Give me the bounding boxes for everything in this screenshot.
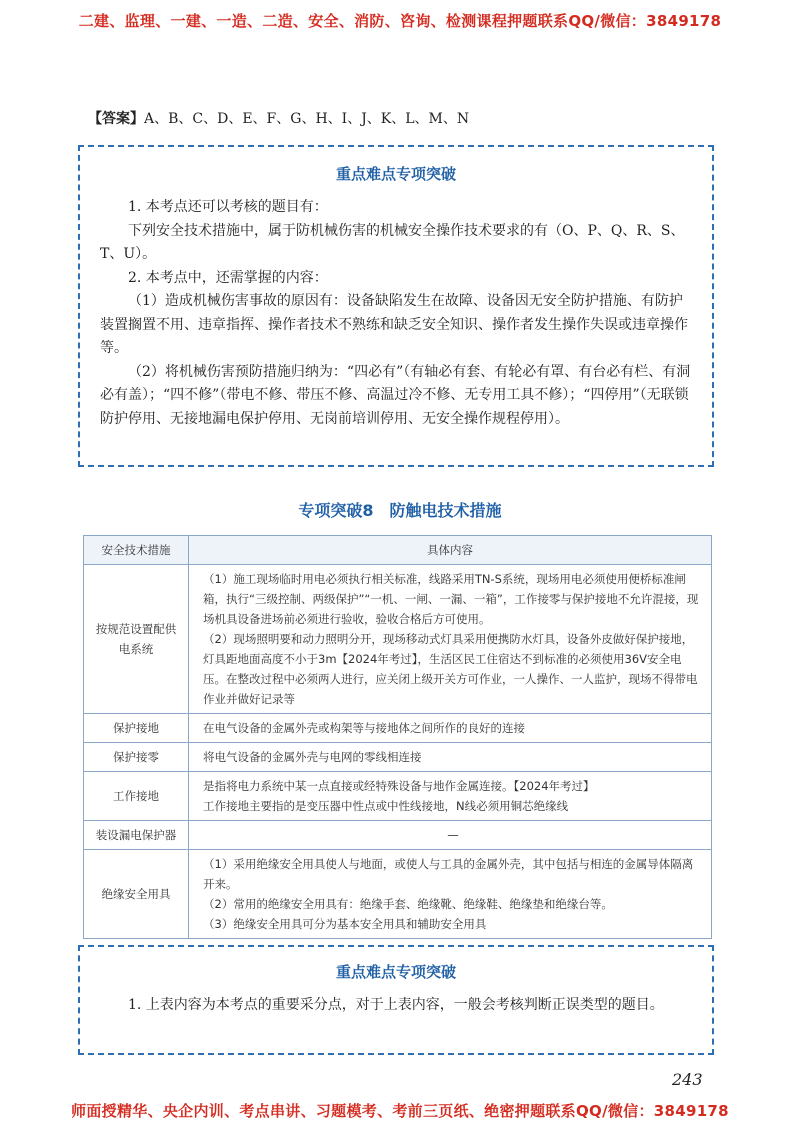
table-row [84, 714, 712, 743]
table-row [84, 821, 712, 850]
answer-text: A、B、C、D、E、F、G、H、I、J、K、L、M、N [144, 111, 470, 127]
key-points-title: 重点难点专项突破 [335, 165, 456, 183]
content-cell [189, 743, 712, 772]
top-banner: 二建、监理、一建、一造、二造、安全、消防、咨询、检测课程押题联系QQ/微信：3849178 [78, 12, 722, 30]
key-points-paragraph: 2. 本考点中，还需掌握的内容： [128, 269, 328, 286]
key-points-title-2: 重点难点专项突破 [335, 963, 456, 981]
key-points-body-2 [80, 994, 712, 1018]
table-row [84, 565, 712, 714]
key-points-paragraph: 下列安全技术措施中，属于防机械伤害的机械安全操作技术要求的有（O、P、Q、R、S、T、U）。 [100, 222, 685, 262]
content-line: 工作接地主要指的是变压器中性点或中性线接地，N线必须用铜芯绝缘线 [203, 799, 569, 813]
table-header-row [84, 536, 712, 565]
measure-cell: 装设漏电保护器 [84, 821, 189, 850]
table-header-measure: 安全技术措施 [84, 536, 189, 565]
answer-line [88, 108, 469, 128]
measure-cell: 按规范设置配供电系统 [84, 565, 189, 714]
content-line: — [447, 828, 459, 842]
table-row [84, 743, 712, 772]
key-points-body [80, 196, 712, 431]
key-points-paragraph: 1. 上表内容为本考点的重要采分点，对于上表内容，一般会考核判断正误类型的题目。 [128, 997, 664, 1013]
key-points-box-2 [78, 945, 714, 1055]
key-points-paragraph: （1）造成机械伤害事故的原因有：设备缺陷发生在故障、设备因无安全防护措施、有防护装置搁置不用、违章指挥、操作者技术不熟练和缺乏安全知识、操作者发生操作失误或违章操作等。 [100, 293, 688, 356]
measure-cell: 保护接地 [84, 714, 189, 743]
content-cell [189, 565, 712, 714]
content-line: （1）施工现场临时用电必须执行相关标准，线路采用TN-S系统，现场用电必须使用便桥标准闸箱，执行“三级控制、两级保护”“一机、一闸、一漏、一箱”，工作接零与保护接地不允许混接，现场机具设备进场前必须进行验收，验收合格后方可使用。 [203, 572, 699, 626]
measure-cell: 工作接地 [84, 772, 189, 821]
content-cell [189, 821, 712, 850]
content-line: （3）绝缘安全用具可分为基本安全用具和辅助安全用具 [203, 917, 487, 931]
content-cell [189, 772, 712, 821]
key-points-paragraph: 1. 本考点还可以考核的题目有： [128, 199, 328, 215]
content-line: （2）常用的绝缘安全用具有：绝缘手套、绝缘靴、绝缘鞋、绝缘垫和绝缘台等。 [203, 897, 613, 911]
table-row [84, 850, 712, 939]
table-row [84, 772, 712, 821]
measure-cell: 绝缘安全用具 [84, 850, 189, 939]
answer-label: 【答案】 [88, 111, 144, 127]
content-line: （1）采用绝缘安全用具使人与地面，或使人与工具的金属外壳，其中包括与相连的金属导体隔离开来。 [203, 857, 694, 891]
table-header-content: 具体内容 [189, 536, 712, 565]
content-line: 将电气设备的金属外壳与电网的零线相连接 [203, 750, 422, 764]
content-line: 是指将电力系统中某一点直接或经特殊设备与地作金属连接。【2024年考过】 [203, 779, 595, 793]
bottom-banner: 师面授精华、央企内训、考点串讲、习题模考、考前三页纸、绝密押题联系QQ/微信：3849178 [71, 1102, 729, 1120]
measure-cell: 保护接零 [84, 743, 189, 772]
content-cell [189, 850, 712, 939]
measures-table [83, 535, 712, 939]
key-points-box [78, 145, 714, 467]
content-line: 在电气设备的金属外壳或构架等与接地体之间所作的良好的连接 [203, 721, 525, 735]
section-title: 专项突破8 防触电技术措施 [298, 501, 502, 520]
page-number: 243 [672, 1070, 703, 1089]
key-points-paragraph: （2）将机械伤害预防措施归纳为：“四必有”（有轴必有套、有轮必有罩、有台必有栏、有洞必有盖）；“四不修”（带电不修、带压不修、高温过冷不修、无专用工具不修）；“四停用”（无联锁防护停用、无接地漏电保护停用、无岗前培训停用、无安全操作规程停用）。 [100, 363, 691, 427]
content-line: （2）现场照明要和动力照明分开，现场移动式灯具采用便携防水灯具，设备外皮做好保护接地，灯具距地面高度不小于3m【2024年考过】，生活区民工住宿达不到标准的必须使用36V安全电压。在整改过程中必须两人进行，应关闭上级开关方可作业，一人操作、一人监护，现场不得带电作业并做好记录等 [203, 632, 698, 706]
content-cell [189, 714, 712, 743]
